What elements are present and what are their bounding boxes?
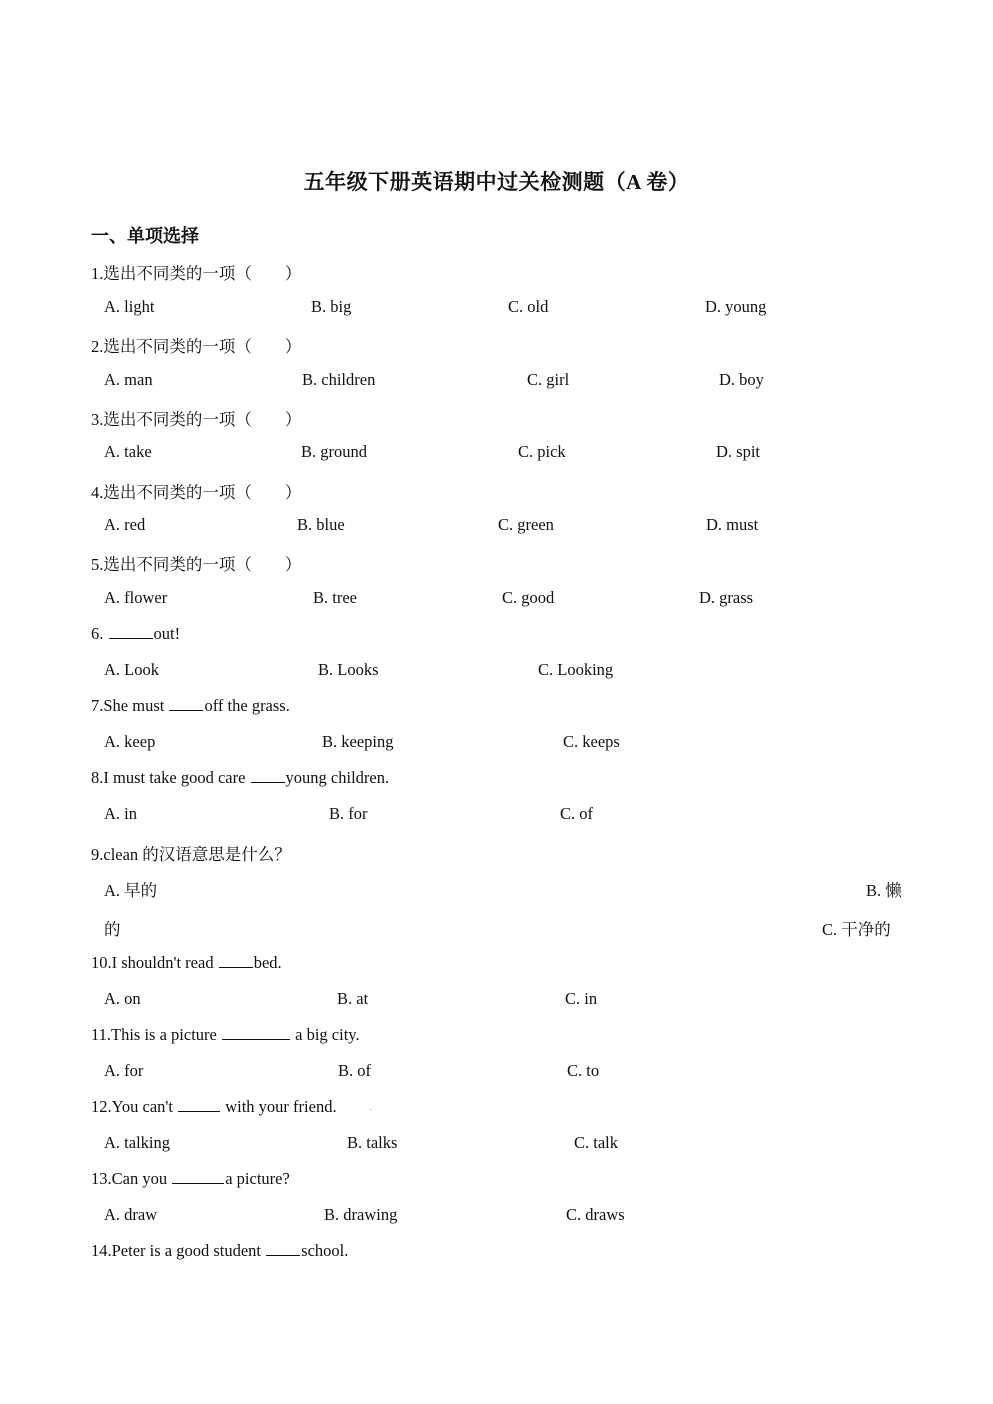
question-11-stem	[91, 1025, 360, 1045]
q14-stem-pre: 14.Peter is a good student	[91, 1241, 266, 1260]
q7-stem-pre: 7.She must	[91, 696, 169, 715]
q6-blank[interactable]	[109, 624, 153, 639]
q6-option-a: A. Look	[104, 660, 159, 679]
q13-option-b: B. drawing	[324, 1205, 398, 1224]
q10-blank[interactable]	[219, 953, 253, 968]
q8-option-b: B. for	[329, 804, 368, 823]
q9-option-b-continued: 的	[104, 920, 121, 939]
q8-blank[interactable]	[251, 768, 285, 783]
question-12-stem	[91, 1097, 337, 1117]
q13-stem-post: a picture?	[225, 1169, 290, 1188]
q1-option-d: D. young	[705, 297, 767, 316]
q4-option-d: D. must	[706, 515, 759, 534]
q6-option-b: B. Looks	[318, 660, 379, 679]
q12-blank[interactable]	[178, 1097, 220, 1112]
q7-option-a: A. keep	[104, 732, 156, 751]
q9-option-a: A. 早的	[104, 881, 158, 900]
question-14-stem	[91, 1241, 348, 1261]
q8-stem-pre: 8.I must take good care	[91, 768, 250, 787]
q14-blank[interactable]	[266, 1241, 300, 1256]
q8-stem-post: young children.	[285, 768, 390, 787]
question-8-stem	[91, 768, 389, 788]
question-2-stem: 2.选出不同类的一项（ ）	[91, 337, 302, 356]
q2-option-d: D. boy	[719, 370, 764, 389]
q12-option-b: B. talks	[347, 1133, 398, 1152]
q8-option-c: C. of	[560, 804, 593, 823]
q7-option-c: C. keeps	[563, 732, 620, 751]
q12-option-a: A. talking	[104, 1133, 170, 1152]
q2-option-b: B. children	[302, 370, 376, 389]
q9-option-c: C. 干净的	[822, 920, 891, 939]
q3-option-b: B. ground	[301, 442, 367, 461]
question-13-stem	[91, 1169, 290, 1189]
q7-blank[interactable]	[169, 696, 203, 711]
q12-option-c: C. talk	[574, 1133, 618, 1152]
q3-option-c: C. pick	[518, 442, 566, 461]
question-10-stem	[91, 953, 282, 973]
q5-option-c: C. good	[502, 588, 555, 607]
q10-stem-post: bed.	[253, 953, 282, 972]
q10-option-a: A. on	[104, 989, 141, 1008]
question-4-stem: 4.选出不同类的一项（ ）	[91, 483, 302, 502]
q2-option-a: A. man	[104, 370, 153, 389]
q13-stem-pre: 13.Can you	[91, 1169, 172, 1188]
q13-blank[interactable]	[172, 1169, 224, 1184]
q11-option-b: B. of	[338, 1061, 371, 1080]
question-3-stem: 3.选出不同类的一项（ ）	[91, 410, 302, 429]
q1-option-a: A. light	[104, 297, 155, 316]
section-heading: 一、单项选择	[91, 226, 199, 246]
q6-stem-pre: 6.	[91, 624, 108, 643]
q12-stem-post: with your friend.	[221, 1097, 337, 1116]
q11-stem-pre: 11.This is a picture	[91, 1025, 221, 1044]
q13-option-c: C. draws	[566, 1205, 625, 1224]
q1-option-c: C. old	[508, 297, 549, 316]
q14-stem-post: school.	[301, 1241, 349, 1260]
q10-option-b: B. at	[337, 989, 369, 1008]
q11-option-c: C. to	[567, 1061, 600, 1080]
q11-stem-post: a big city.	[291, 1025, 360, 1044]
q9-option-b: B. 懒	[866, 881, 902, 900]
q6-stem-post: out!	[153, 624, 181, 643]
q1-option-b: B. big	[311, 297, 352, 316]
q13-option-a: A. draw	[104, 1205, 158, 1224]
question-1-stem: 1.选出不同类的一项（ ）	[91, 264, 302, 283]
q5-option-b: B. tree	[313, 588, 357, 607]
q10-stem-pre: 10.I shouldn't read	[91, 953, 218, 972]
q7-option-b: B. keeping	[322, 732, 394, 751]
q2-option-c: C. girl	[527, 370, 570, 389]
q11-blank[interactable]	[222, 1025, 290, 1040]
question-6-stem	[91, 624, 180, 644]
q11-option-a: A. for	[104, 1061, 144, 1080]
q12-stem-pre: 12.You can't	[91, 1097, 178, 1116]
q3-option-a: A. take	[104, 442, 152, 461]
q6-option-c: C. Looking	[538, 660, 614, 679]
q5-option-a: A. flower	[104, 588, 168, 607]
q4-option-b: B. blue	[297, 515, 345, 534]
q5-option-d: D. grass	[699, 588, 754, 607]
question-7-stem	[91, 696, 290, 716]
q4-option-a: A. red	[104, 515, 146, 534]
q4-option-c: C. green	[498, 515, 554, 534]
stray-mark: ·	[369, 1105, 373, 1116]
page-title: 五年级下册英语期中过关检测题（A 卷）	[303, 170, 690, 194]
q8-option-a: A. in	[104, 804, 137, 823]
question-9-stem: 9.clean 的汉语意思是什么？	[91, 845, 291, 864]
q10-option-c: C. in	[565, 989, 598, 1008]
q3-option-d: D. spit	[716, 442, 761, 461]
q7-stem-post: off the grass.	[204, 696, 290, 715]
question-5-stem: 5.选出不同类的一项（ ）	[91, 555, 302, 574]
